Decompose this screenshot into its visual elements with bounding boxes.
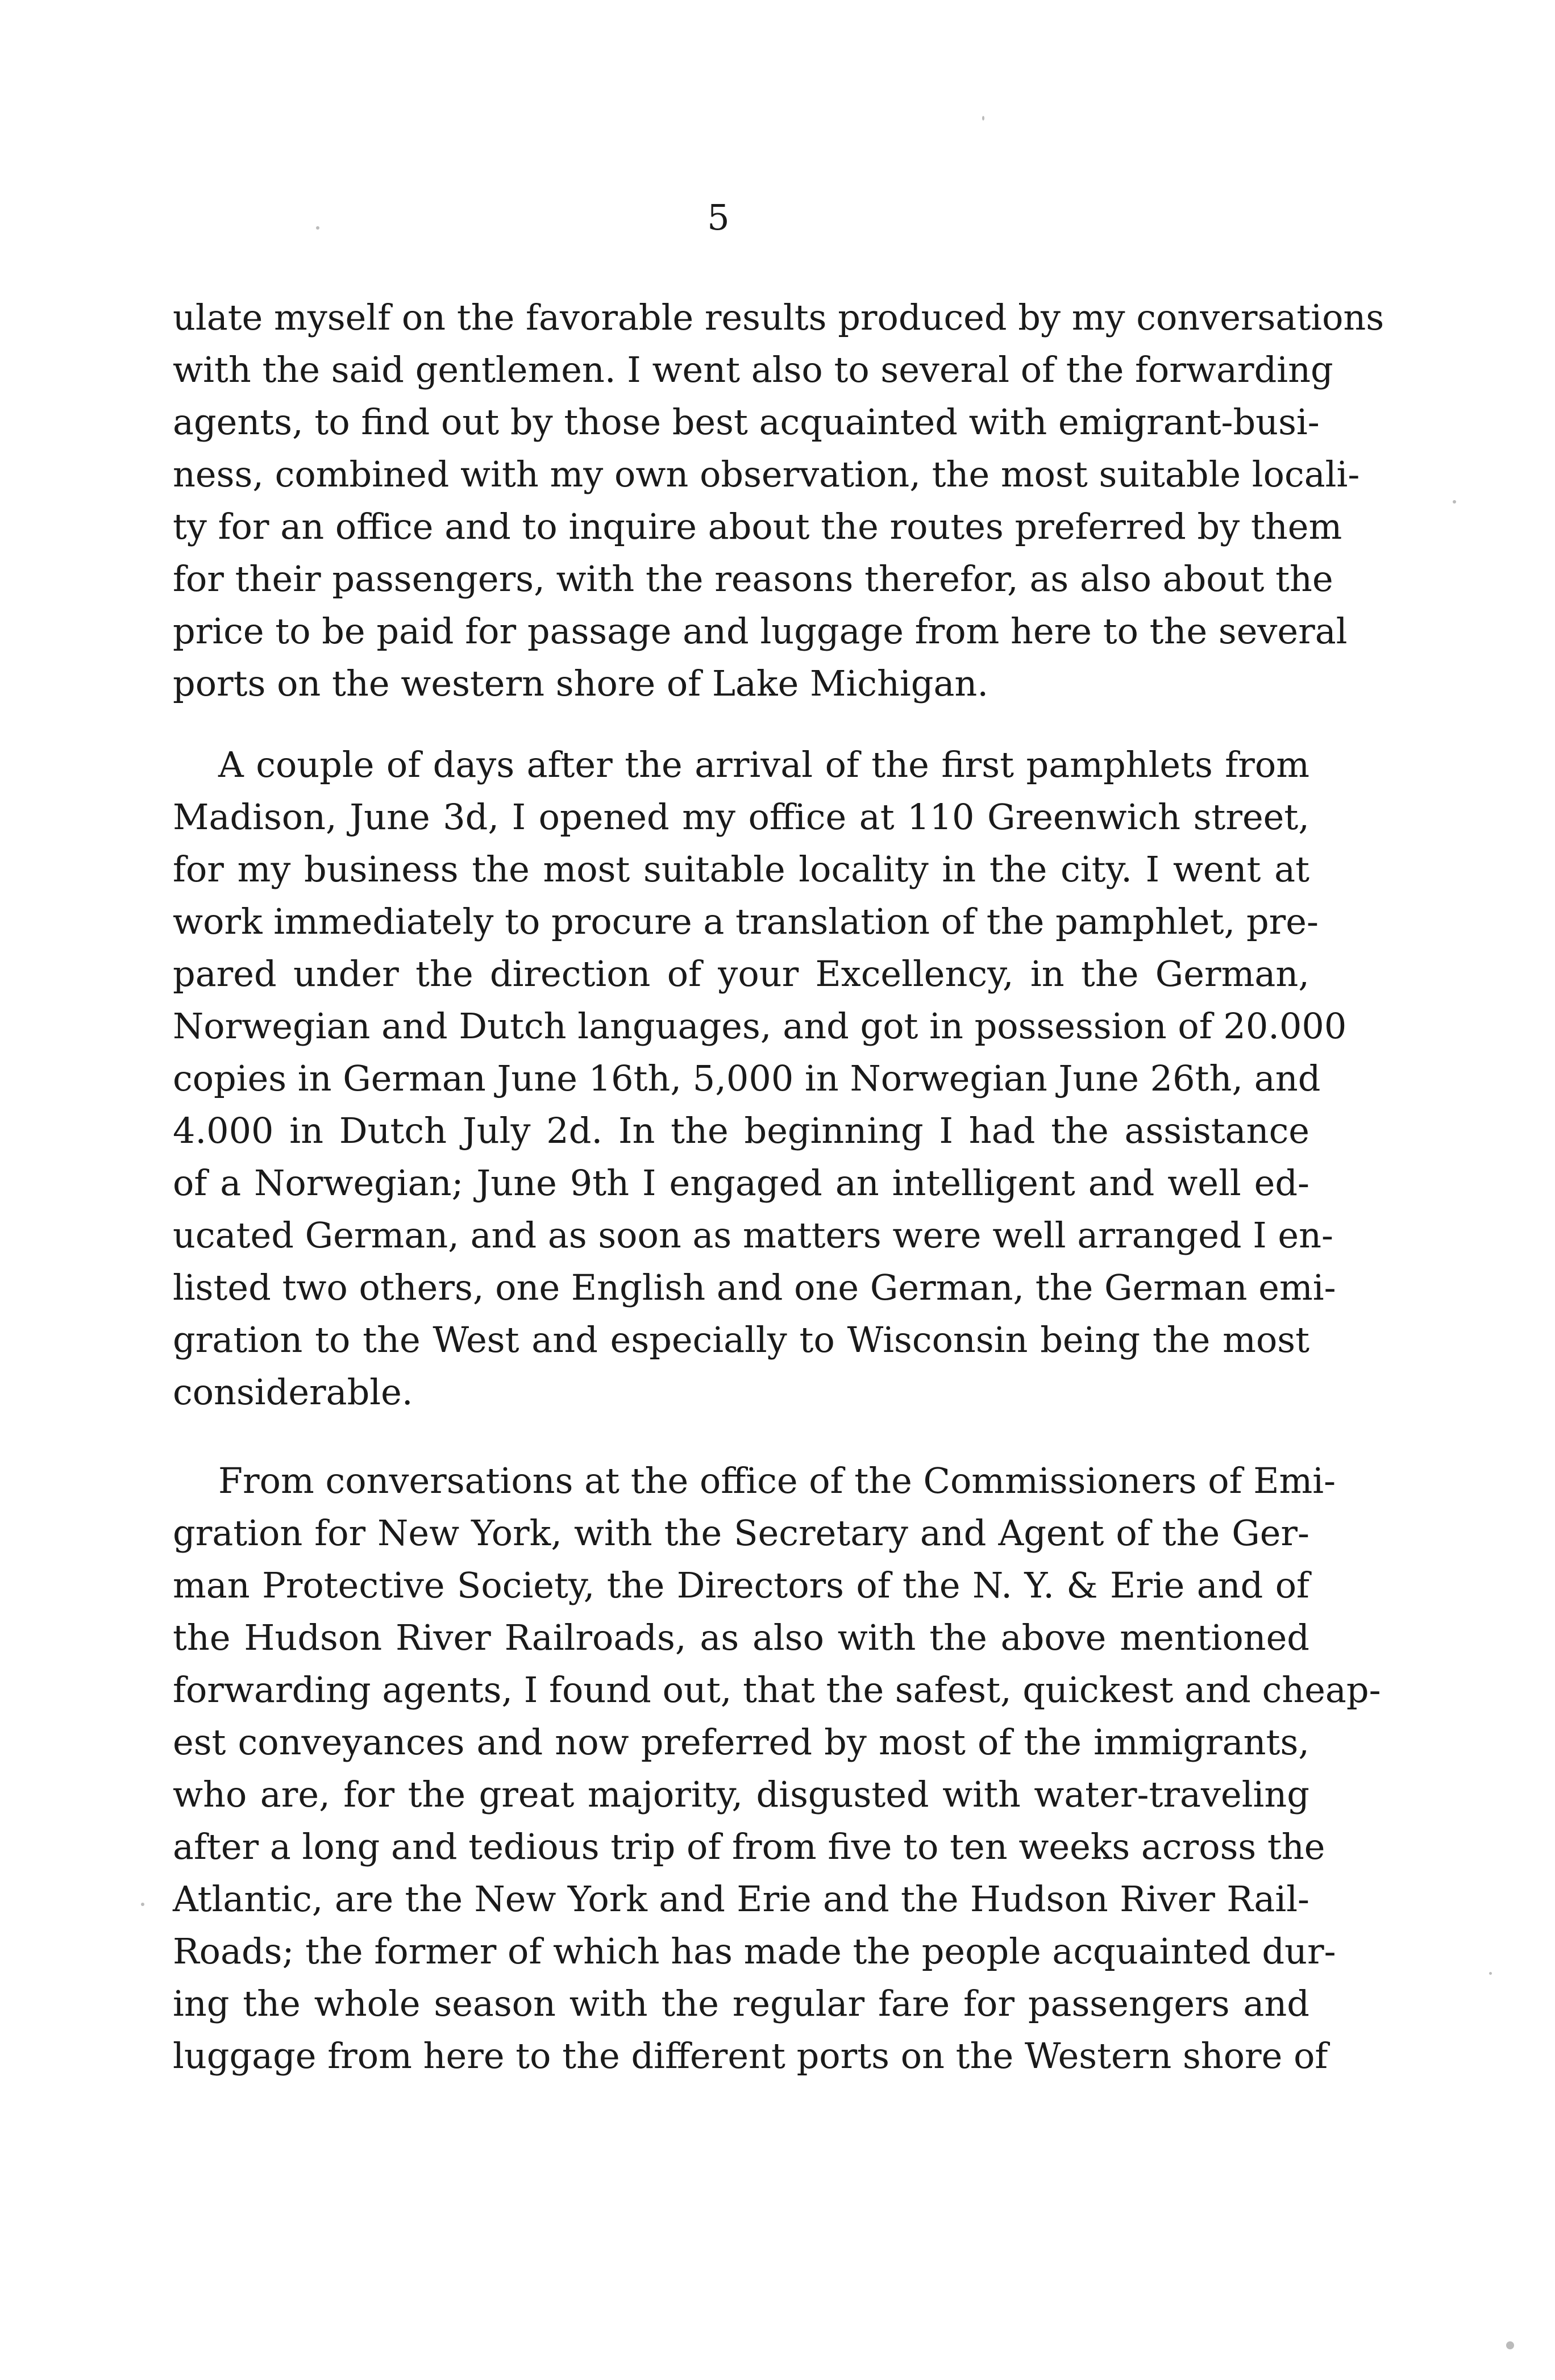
- text-line: ucated German, and as soon as matters were well arranged I en-: [173, 1214, 1334, 1256]
- text-line: ness, combined with my own observation, the most suitable locali-: [173, 453, 1360, 495]
- text-line: 4.000 in Dutch July 2d. In the beginning I had the assistance: [173, 1110, 1309, 1151]
- text-line: for their passengers, with the reasons therefor, as also about the: [173, 558, 1333, 600]
- text-line: ing the whole season with the regular fare for passengers and: [173, 1983, 1309, 2024]
- paper-speck: [141, 1903, 144, 1906]
- paper-speck: [1453, 500, 1456, 504]
- text-line: gration to the West and especially to Wisconsin being the most: [173, 1319, 1309, 1360]
- text-line: work immediately to procure a translation of the pamphlet, pre-: [173, 901, 1319, 942]
- text-line: agents, to find out by those best acquainted with emigrant-busi-: [173, 401, 1320, 443]
- paragraph-3: [173, 1455, 1381, 2082]
- text-line: Norwegian and Dutch languages, and got in possession of 20.000: [173, 1005, 1347, 1047]
- text-line: with the said gentlemen. I went also to several of the forwarding: [173, 349, 1333, 390]
- paragraph-2: [173, 739, 1347, 1418]
- text-line: man Protective Society, the Directors of the N. Y. & Erie and of: [173, 1565, 1309, 1606]
- text-line: who are, for the great majority, disgusted with water-traveling: [173, 1774, 1309, 1815]
- paper-speck: [316, 226, 319, 230]
- paper-speck: [1506, 2341, 1514, 2349]
- text-line: considerable.: [173, 1371, 413, 1413]
- paragraph-1: [173, 292, 1384, 710]
- text-line: Roads; the former of which has made the people acquainted dur-: [173, 1930, 1336, 1972]
- paper-speck: [1489, 1972, 1492, 1975]
- text-line: est conveyances and now preferred by most of the immigrants,: [173, 1721, 1309, 1763]
- text-line: price to be paid for passage and luggage from here to the several: [173, 610, 1348, 652]
- text-line: From conversations at the office of the Commissioners of Emi-: [218, 1460, 1336, 1501]
- text-line: Atlantic, are the New York and Erie and the Hudson River Rail-: [173, 1878, 1309, 1920]
- page-number: 5: [707, 197, 730, 238]
- text-line: forwarding agents, I found out, that the safest, quickest and cheap-: [173, 1669, 1381, 1711]
- text-line: A couple of days after the arrival of the first pamphlets from: [218, 744, 1309, 785]
- paper-speck: [982, 116, 984, 120]
- text-line: gration for New York, with the Secretary and Agent of the Ger-: [173, 1512, 1309, 1554]
- text-line: the Hudson River Railroads, as also with the above mentioned: [173, 1617, 1309, 1658]
- text-line: Madison, June 3d, I opened my office at 110 Greenwich street,: [173, 796, 1309, 838]
- text-line: for my business the most suitable locality in the city. I went at: [173, 848, 1309, 890]
- text-line: of a Norwegian; June 9th I engaged an intelligent and well ed-: [173, 1162, 1309, 1204]
- text-line: pared under the direction of your Excellency, in the German,: [173, 953, 1309, 995]
- text-line: ports on the western shore of Lake Michigan.: [173, 663, 989, 704]
- text-line: listed two others, one English and one German, the German emi-: [173, 1267, 1336, 1308]
- text-line: copies in German June 16th, 5,000 in Norwegian June 26th, and: [173, 1058, 1321, 1099]
- text-line: luggage from here to the different ports on the Western shore of: [173, 2035, 1328, 2077]
- text-line: ulate myself on the favorable results produced by my conversations: [173, 297, 1384, 338]
- text-line: ty for an office and to inquire about the routes preferred by them: [173, 506, 1342, 547]
- text-line: after a long and tedious trip of from five to ten weeks across the: [173, 1826, 1325, 1867]
